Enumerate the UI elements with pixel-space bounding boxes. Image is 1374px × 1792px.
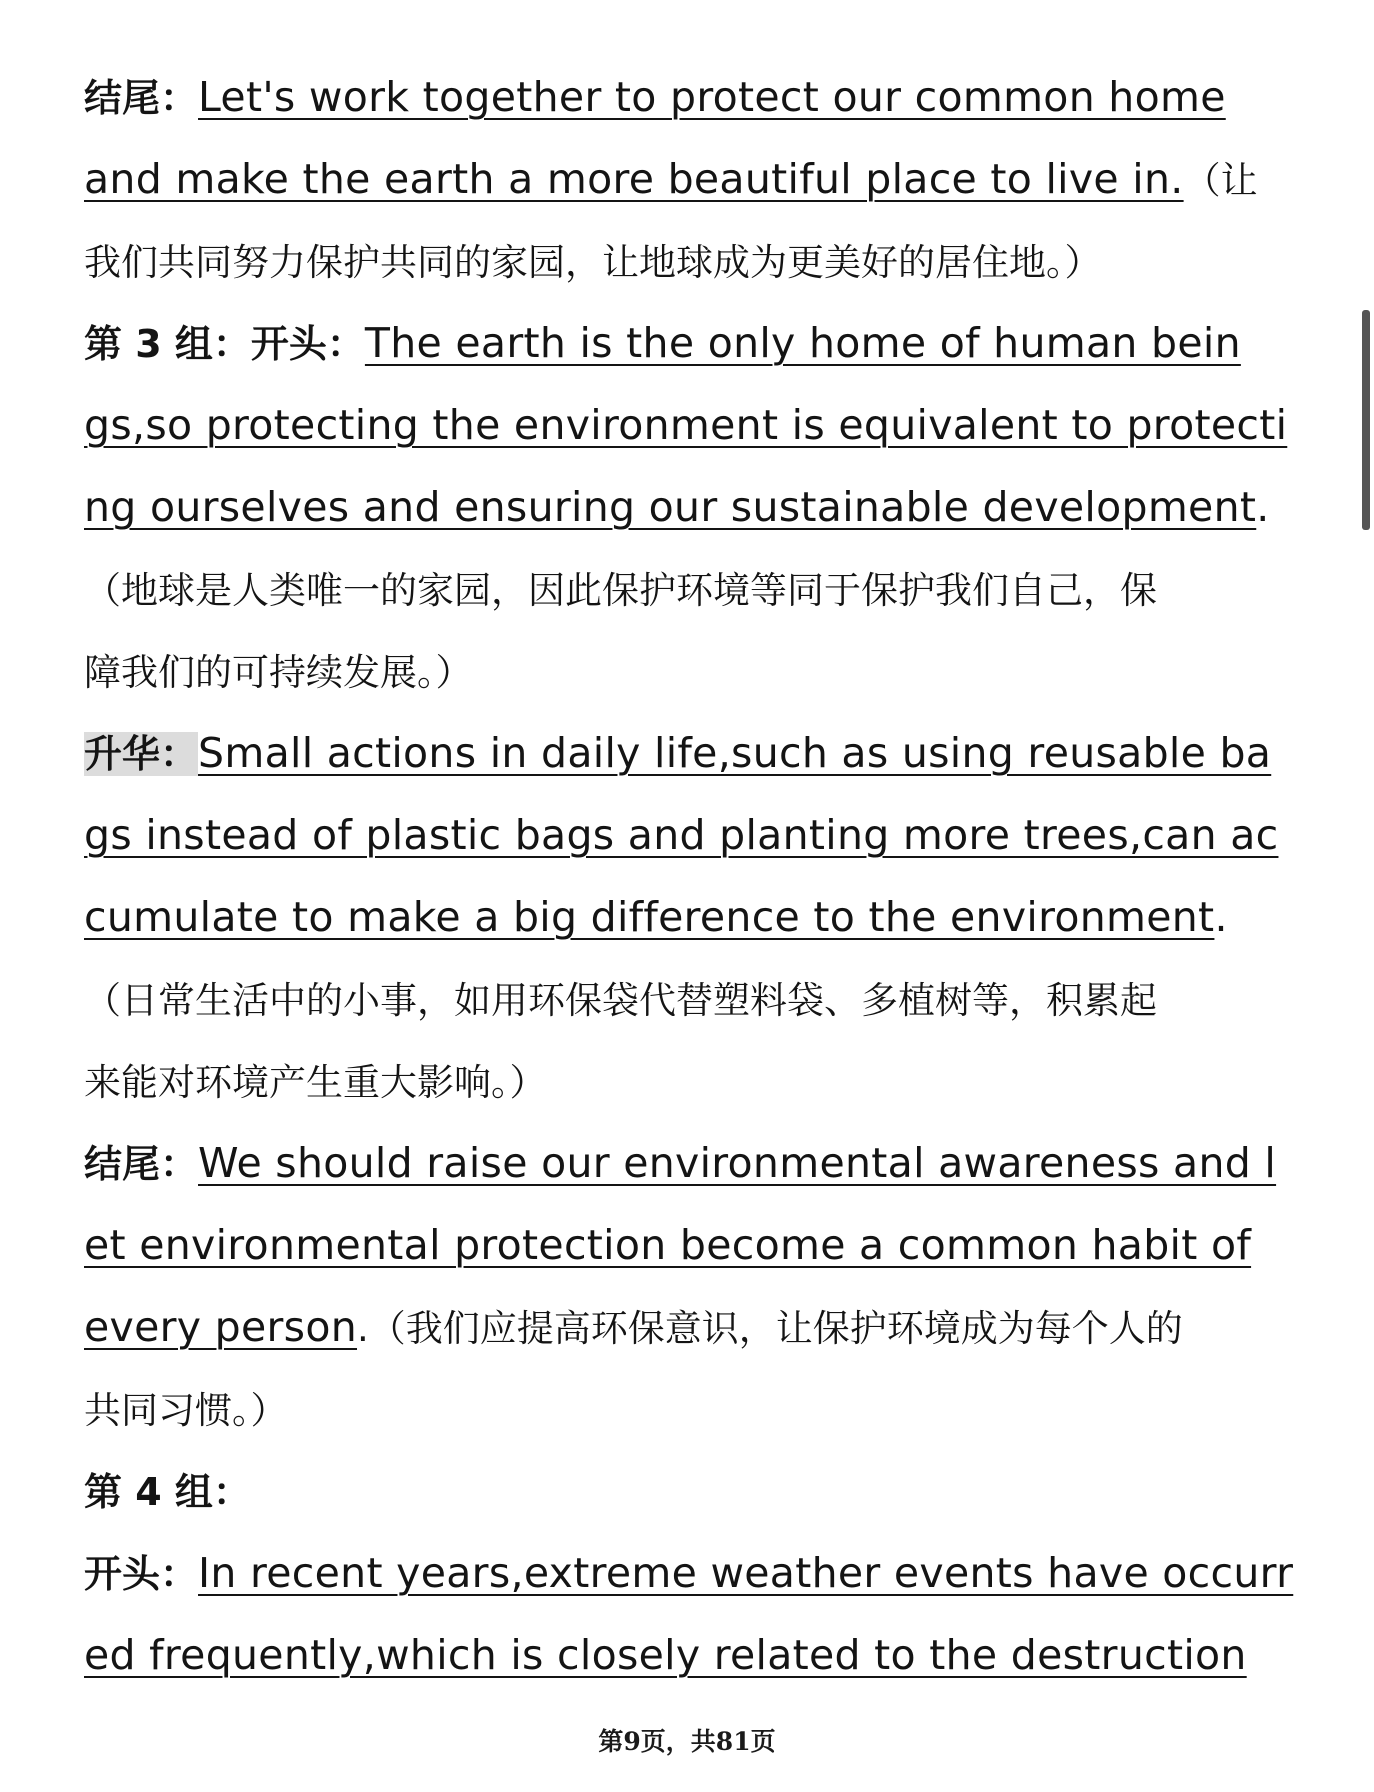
chinese-translation: 共同习惯。） (84, 1389, 288, 1432)
punctuation: . (1214, 893, 1228, 941)
english-sentence: et environmental protection become a common habit of (84, 1221, 1252, 1269)
section-label: 结尾： (84, 1142, 199, 1186)
text-line (84, 1368, 1294, 1450)
english-sentence: and make the earth a more beautiful place to live in. (84, 155, 1184, 203)
english-sentence: gs,so protecting the environment is equivalent to protecti (84, 401, 1288, 449)
text-line (84, 876, 1294, 958)
section-label: 第 3 组：开头： (84, 322, 365, 366)
english-sentence: ed frequently,which is closely related to the destruction (84, 1631, 1247, 1679)
text-line (84, 630, 1294, 712)
english-sentence: gs instead of plastic bags and planting more trees,can ac (84, 811, 1279, 859)
chinese-translation: （日常生活中的小事，如用环保袋代替塑料袋、多植树等，积累起 (84, 979, 1157, 1022)
text-line (84, 1286, 1294, 1368)
english-sentence: cumulate to make a big difference to the environment (84, 893, 1215, 941)
text-line (84, 958, 1294, 1040)
english-sentence: Small actions in daily life,such as using reusable ba (198, 729, 1272, 777)
chinese-translation: 我们共同努力保护共同的家园，让地球成为更美好的居住地。） (84, 241, 1102, 284)
english-sentence: Let's work together to protect our common home (198, 73, 1226, 121)
text-line (84, 1040, 1294, 1122)
text-line (84, 1450, 1294, 1532)
text-line (84, 548, 1294, 630)
chinese-translation: 来能对环境产生重大影响。） (84, 1061, 547, 1104)
text-line (84, 384, 1294, 466)
text-line (84, 1204, 1294, 1286)
chinese-translation: .（我们应提高环保意识，让保护环境成为每个人的 (357, 1307, 1183, 1350)
text-line (84, 1614, 1294, 1696)
scrollbar-thumb[interactable] (1362, 310, 1370, 530)
section-label: 第 4 组： (84, 1470, 251, 1514)
english-sentence: We should raise our environmental awareness and l (198, 1139, 1277, 1187)
english-sentence: The earth is the only home of human bein (364, 319, 1241, 367)
english-sentence: every person (84, 1303, 358, 1351)
text-line (84, 220, 1294, 302)
text-line (84, 138, 1294, 220)
text-line (84, 302, 1294, 384)
text-line (84, 1532, 1294, 1614)
section-label: 开头： (84, 1552, 199, 1596)
section-label: 升华： (84, 732, 199, 776)
text-line (84, 466, 1294, 548)
text-line (84, 56, 1294, 138)
text-line (84, 794, 1294, 876)
document-page (84, 56, 1294, 1696)
chinese-translation: （让 (1183, 159, 1258, 202)
punctuation: . (1256, 483, 1270, 531)
english-sentence: ng ourselves and ensuring our sustainable development (84, 483, 1257, 531)
section-label: 结尾： (84, 76, 199, 120)
chinese-translation: 障我们的可持续发展。） (84, 651, 473, 694)
page-number-footer: 第9页，共81页 (598, 1727, 776, 1756)
text-line (84, 1122, 1294, 1204)
english-sentence: In recent years,extreme weather events have occurr (198, 1549, 1294, 1597)
text-line (84, 712, 1294, 794)
chinese-translation: （地球是人类唯一的家园，因此保护环境等同于保护我们自己，保 (84, 569, 1157, 612)
